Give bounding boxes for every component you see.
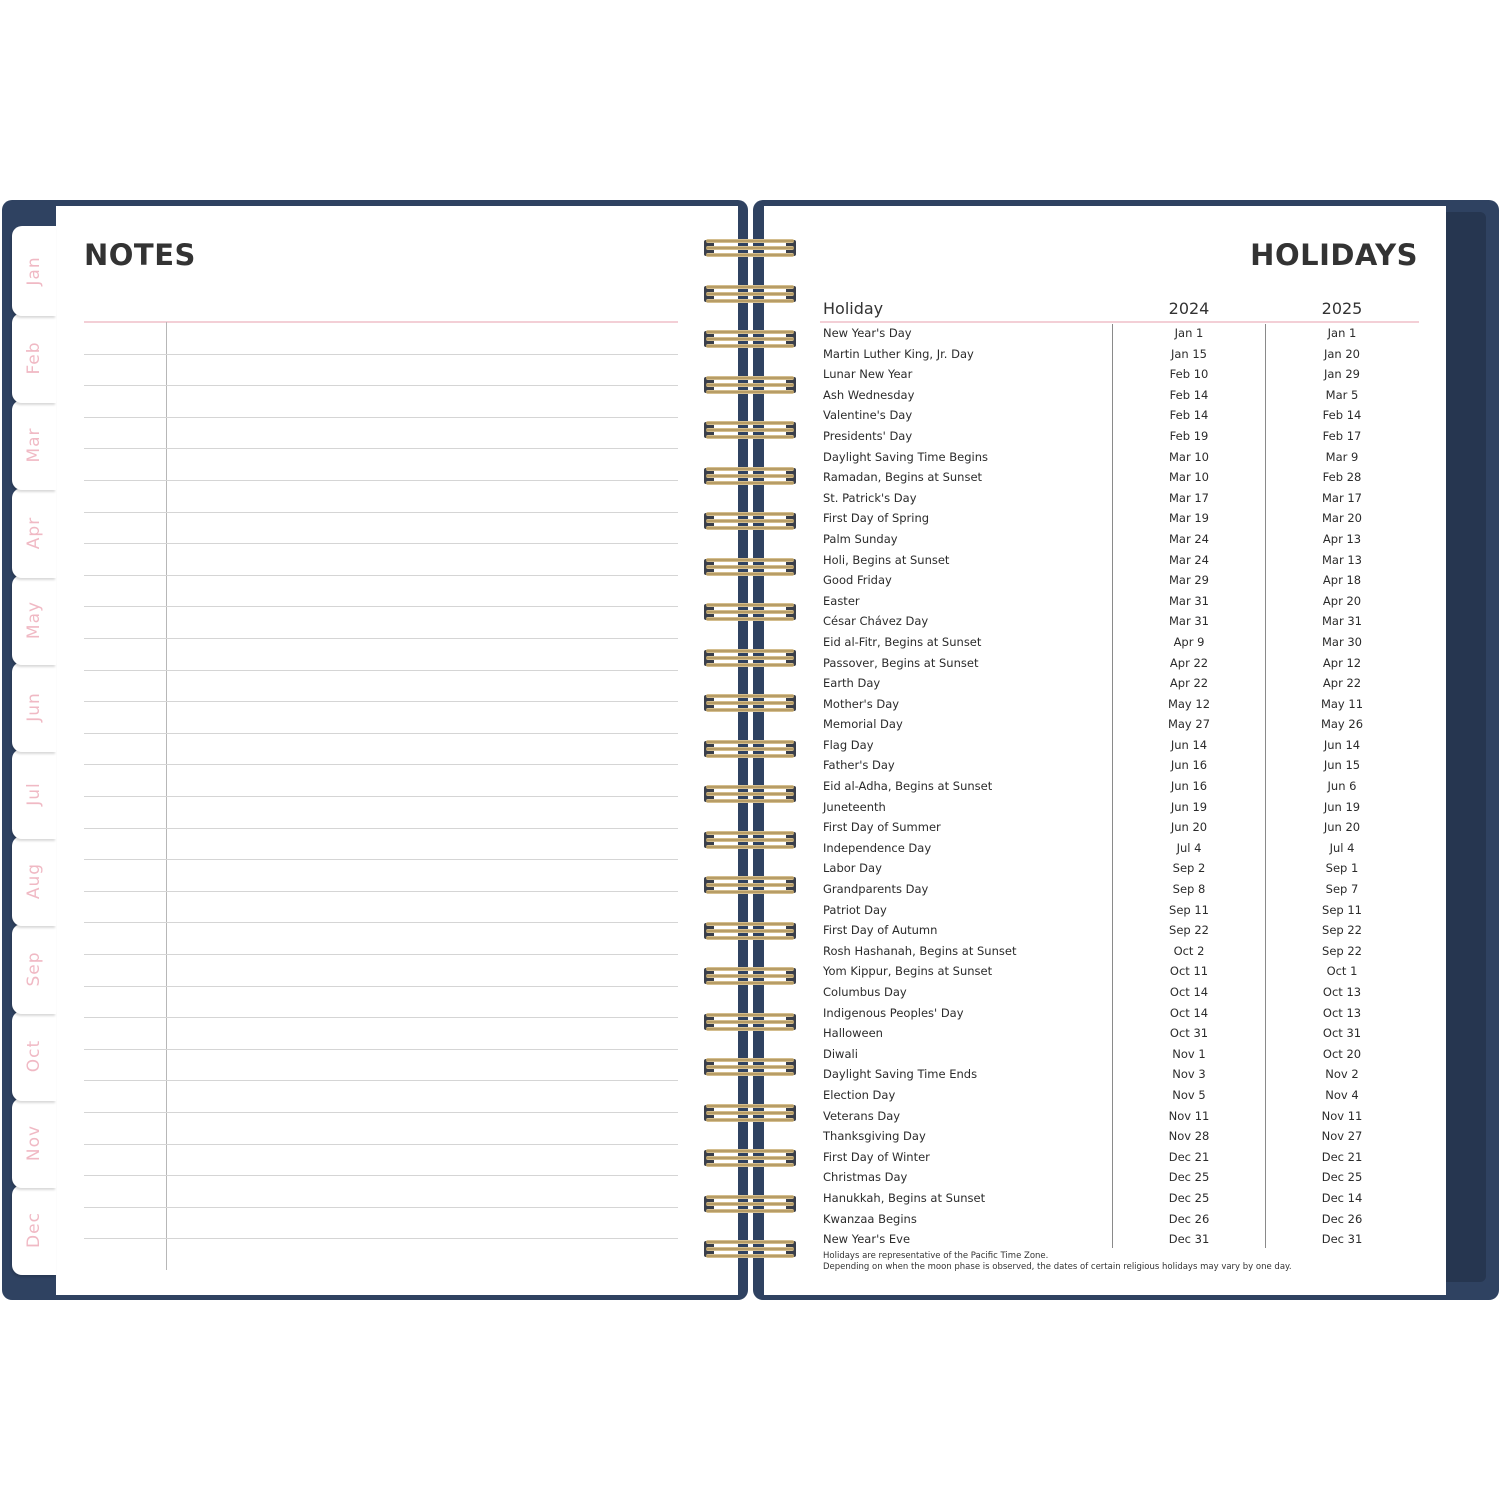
holiday-name: Hanukkah, Begins at Sunset <box>823 1190 986 1205</box>
holiday-row <box>823 983 1419 1004</box>
month-tab-label: Dec <box>24 1212 44 1249</box>
holiday-date-2024: Mar 31 <box>1169 614 1209 629</box>
month-tab-label: Feb <box>24 341 44 375</box>
holiday-row <box>823 324 1419 345</box>
holiday-row <box>823 571 1419 592</box>
month-tab-sep[interactable] <box>12 924 56 1014</box>
month-tab-jun[interactable] <box>12 662 56 752</box>
month-tab-label: Jul <box>24 782 44 806</box>
holiday-date-2024: Nov 3 <box>1172 1067 1206 1082</box>
holiday-date-2024: Feb 14 <box>1169 408 1209 423</box>
spiral-ring <box>702 737 798 761</box>
spiral-ring <box>702 1237 798 1261</box>
holiday-date-2024: Sep 2 <box>1172 861 1206 876</box>
holiday-name: Yom Kippur, Begins at Sunset <box>823 964 993 979</box>
holiday-row <box>823 1086 1419 1107</box>
holiday-row <box>823 633 1419 654</box>
holiday-date-2025: Apr 22 <box>1322 676 1362 691</box>
holiday-row <box>823 1045 1419 1066</box>
holiday-date-2025: Jul 4 <box>1329 840 1355 855</box>
holiday-name: Palm Sunday <box>823 531 898 546</box>
notes-rule-line <box>84 1207 678 1208</box>
holiday-date-2025: Sep 1 <box>1325 861 1359 876</box>
spiral-ring <box>702 873 798 897</box>
holiday-date-2024: Mar 31 <box>1169 593 1209 608</box>
month-tab-aug[interactable] <box>12 836 56 926</box>
holiday-row <box>823 1148 1419 1169</box>
notes-rule-line <box>84 670 678 671</box>
holiday-row <box>823 859 1419 880</box>
month-tab-apr[interactable] <box>12 488 56 578</box>
spiral-ring <box>702 691 798 715</box>
notes-rule-line <box>84 448 678 449</box>
holiday-row <box>823 736 1419 757</box>
holiday-date-2025: Dec 26 <box>1321 1211 1363 1226</box>
holiday-date-2024: Oct 14 <box>1169 985 1209 999</box>
holiday-row <box>823 612 1419 633</box>
holiday-date-2024: Apr 22 <box>1169 676 1209 691</box>
holiday-row <box>823 839 1419 860</box>
notes-rule-line <box>84 606 678 607</box>
holiday-name: Patriot Day <box>823 902 887 917</box>
holiday-row <box>823 551 1419 572</box>
month-tab-label: Jan <box>24 256 44 286</box>
month-tab-oct[interactable] <box>12 1011 56 1101</box>
holiday-name: Rosh Hashanah, Begins at Sunset <box>823 943 1017 958</box>
holiday-date-2024: Jun 20 <box>1170 820 1208 835</box>
holiday-date-2025: Nov 4 <box>1325 1087 1359 1102</box>
holiday-row <box>823 654 1419 675</box>
month-tab-nov[interactable] <box>12 1098 56 1188</box>
spiral-ring <box>702 1192 798 1216</box>
holiday-date-2025: Mar 30 <box>1322 634 1362 649</box>
holiday-name: Flag Day <box>823 737 874 752</box>
spiral-ring <box>702 1055 798 1079</box>
holiday-date-2024: Nov 11 <box>1168 1108 1210 1123</box>
notes-rule-line <box>84 1080 678 1081</box>
notes-rule-line <box>84 1112 678 1113</box>
spiral-binding <box>702 236 798 1276</box>
holiday-name: First Day of Autumn <box>823 923 938 938</box>
holiday-date-2025: Sep 22 <box>1322 943 1362 958</box>
holiday-date-2025: Jan 29 <box>1323 367 1361 382</box>
holiday-date-2024: Feb 10 <box>1169 367 1209 382</box>
notes-rule-line <box>84 922 678 923</box>
holiday-date-2025: Jun 19 <box>1323 799 1361 814</box>
holiday-row <box>823 345 1419 366</box>
spiral-ring <box>702 464 798 488</box>
holiday-name: Eid al-Adha, Begins at Sunset <box>823 779 993 794</box>
holiday-row <box>823 1004 1419 1025</box>
holidays-title: HOLIDAYS <box>1250 238 1418 272</box>
holiday-name: Lunar New Year <box>823 367 913 382</box>
holidays-footnote <box>823 1251 1292 1273</box>
holiday-date-2024: Mar 24 <box>1169 552 1209 567</box>
month-tab-label: Jun <box>24 692 44 722</box>
spiral-ring <box>702 646 798 670</box>
holiday-date-2025: Apr 20 <box>1322 593 1362 608</box>
spiral-ring <box>702 418 798 442</box>
holiday-name: First Day of Summer <box>823 820 941 835</box>
holiday-date-2025: Apr 18 <box>1322 573 1362 588</box>
holiday-row <box>823 386 1419 407</box>
holiday-row <box>823 468 1419 489</box>
holiday-row <box>823 592 1419 613</box>
notes-rule-line <box>84 733 678 734</box>
spiral-ring <box>702 1010 798 1034</box>
holiday-date-2025: Oct 31 <box>1322 1026 1362 1041</box>
column-header-2025: 2025 <box>1321 299 1363 318</box>
holiday-row <box>823 489 1419 510</box>
holiday-row <box>823 695 1419 716</box>
notes-rule-line <box>84 575 678 576</box>
notes-rule-line <box>84 512 678 513</box>
month-tab-label: Oct <box>24 1039 44 1072</box>
holiday-date-2024: May 27 <box>1167 717 1211 732</box>
page-edge-shadow <box>1446 212 1486 1282</box>
spiral-ring <box>702 1146 798 1170</box>
holiday-date-2024: Jan 1 <box>1174 326 1204 340</box>
notes-lined-area[interactable] <box>84 322 678 1270</box>
holiday-date-2024: Dec 31 <box>1168 1232 1210 1247</box>
notes-title: NOTES <box>84 238 196 272</box>
holiday-date-2024: Mar 24 <box>1169 531 1209 546</box>
holiday-date-2025: Jun 6 <box>1327 779 1357 794</box>
holiday-date-2024: Sep 11 <box>1169 902 1209 917</box>
holiday-name: Labor Day <box>823 861 882 876</box>
spiral-ring <box>702 964 798 988</box>
holiday-name: Independence Day <box>823 840 932 855</box>
holiday-date-2025: Jan 20 <box>1323 346 1361 361</box>
holiday-name: Good Friday <box>823 573 892 588</box>
notes-rule-line <box>84 1175 678 1176</box>
holiday-row <box>823 509 1419 530</box>
holiday-date-2024: Jul 4 <box>1176 840 1202 855</box>
holiday-date-2025: Oct 20 <box>1322 1046 1362 1061</box>
holiday-name: Ramadan, Begins at Sunset <box>823 470 983 485</box>
month-tab-label: Sep <box>24 951 44 987</box>
holiday-date-2024: May 12 <box>1167 696 1211 711</box>
column-header-holiday: Holiday <box>823 299 884 318</box>
holiday-date-2025: Mar 9 <box>1325 449 1359 464</box>
month-tabs <box>12 226 56 1272</box>
holiday-row <box>823 880 1419 901</box>
holiday-date-2025: Mar 13 <box>1322 552 1362 567</box>
holiday-row <box>823 1107 1419 1128</box>
notes-rule-line <box>84 701 678 702</box>
holiday-row <box>823 1210 1419 1231</box>
notes-rule-line <box>84 385 678 386</box>
holiday-name: Daylight Saving Time Begins <box>823 449 988 464</box>
holiday-name: Eid al-Fitr, Begins at Sunset <box>823 634 982 649</box>
holiday-row <box>823 674 1419 695</box>
spiral-ring <box>702 555 798 579</box>
month-tab-jul[interactable] <box>12 749 56 839</box>
spiral-ring <box>702 509 798 533</box>
holiday-row <box>823 777 1419 798</box>
holiday-date-2025: Nov 11 <box>1321 1108 1363 1123</box>
holiday-name: Christmas Day <box>823 1170 908 1185</box>
holiday-date-2024: Mar 19 <box>1169 511 1209 526</box>
notes-rule-line <box>84 1238 678 1239</box>
month-tab-label: May <box>24 600 44 639</box>
holiday-row <box>823 1127 1419 1148</box>
holiday-date-2024: Mar 10 <box>1169 470 1209 485</box>
holiday-date-2024: Nov 28 <box>1168 1129 1210 1144</box>
holiday-name: Easter <box>823 593 860 608</box>
holiday-name: First Day of Winter <box>823 1149 930 1164</box>
holiday-name: Grandparents Day <box>823 882 929 897</box>
holiday-row <box>823 798 1419 819</box>
holiday-date-2025: Nov 27 <box>1321 1129 1363 1144</box>
holiday-name: César Chávez Day <box>823 614 929 629</box>
holiday-date-2024: Dec 25 <box>1168 1170 1210 1185</box>
holiday-date-2025: Apr 13 <box>1322 531 1362 546</box>
notes-rule-line <box>84 954 678 955</box>
holiday-date-2024: Sep 22 <box>1169 923 1209 938</box>
holiday-name: Juneteenth <box>823 799 886 814</box>
month-tab-label: Mar <box>24 427 44 463</box>
holiday-date-2024: Oct 31 <box>1169 1026 1209 1041</box>
holiday-date-2024: Dec 21 <box>1168 1149 1210 1164</box>
notes-rule-line <box>84 859 678 860</box>
holiday-date-2025: Nov 2 <box>1325 1067 1359 1082</box>
holiday-name: First Day of Spring <box>823 511 930 526</box>
holiday-name: Presidents' Day <box>823 428 913 443</box>
holiday-date-2025: Jan 1 <box>1327 326 1357 340</box>
holiday-name: Thanksgiving Day <box>823 1129 926 1144</box>
holiday-name: Passover, Begins at Sunset <box>823 655 979 670</box>
footnote-line: Depending on when the moon phase is observed, the dates of certain religious holidays may vary by one day. <box>823 1262 1292 1272</box>
column-header-2024: 2024 <box>1168 299 1210 318</box>
month-tab-may[interactable] <box>12 575 56 665</box>
holiday-date-2025: Apr 12 <box>1322 655 1362 670</box>
holiday-row <box>823 942 1419 963</box>
notes-rule-line <box>84 986 678 987</box>
holiday-name: Daylight Saving Time Ends <box>823 1067 978 1082</box>
holiday-date-2024: Dec 26 <box>1168 1211 1210 1226</box>
holiday-row <box>823 406 1419 427</box>
holiday-date-2024: Nov 5 <box>1172 1087 1206 1102</box>
notes-rule-line <box>84 1017 678 1018</box>
holiday-date-2024: Apr 22 <box>1169 655 1209 670</box>
holiday-name: Kwanzaa Begins <box>823 1211 917 1226</box>
holiday-date-2025: Feb 14 <box>1322 408 1362 423</box>
holiday-date-2024: Nov 1 <box>1172 1046 1206 1061</box>
notes-rule-line <box>84 796 678 797</box>
spiral-ring <box>702 1101 798 1125</box>
holiday-date-2025: Mar 17 <box>1322 490 1362 505</box>
notes-rule-line <box>84 1049 678 1050</box>
holiday-date-2024: Oct 2 <box>1173 943 1205 958</box>
holiday-date-2025: May 26 <box>1320 717 1364 732</box>
holiday-date-2024: Feb 14 <box>1169 387 1209 402</box>
notes-rule-line <box>84 891 678 892</box>
holidays-header-rule <box>820 321 1419 323</box>
month-tab-label: Apr <box>24 516 44 549</box>
footnote-line: Holidays are representative of the Pacific Time Zone. <box>823 1251 1049 1261</box>
holiday-name: Valentine's Day <box>823 408 913 423</box>
holiday-row <box>823 1230 1419 1251</box>
holiday-row <box>823 1168 1419 1189</box>
holiday-name: Election Day <box>823 1087 896 1102</box>
holiday-date-2025: Dec 25 <box>1321 1170 1363 1185</box>
holiday-date-2025: Oct 13 <box>1322 1005 1362 1020</box>
holiday-name: Memorial Day <box>823 717 903 732</box>
holiday-name: Mother's Day <box>823 696 900 711</box>
notes-rule-line <box>84 417 678 418</box>
holiday-date-2025: May 11 <box>1320 696 1364 711</box>
holiday-row <box>823 715 1419 736</box>
holiday-date-2025: Mar 5 <box>1325 387 1359 402</box>
holiday-date-2025: Sep 22 <box>1322 923 1362 938</box>
month-tab-feb[interactable] <box>12 313 56 403</box>
holiday-name: Indigenous Peoples' Day <box>823 1005 964 1020</box>
holiday-name: Martin Luther King, Jr. Day <box>823 346 974 361</box>
holiday-date-2024: Oct 11 <box>1169 964 1209 979</box>
holiday-date-2024: Oct 14 <box>1169 1005 1209 1020</box>
notes-rule-line <box>84 354 678 355</box>
spiral-ring <box>702 919 798 943</box>
holiday-date-2025: Sep 11 <box>1322 902 1362 917</box>
holiday-row <box>823 365 1419 386</box>
spiral-ring <box>702 236 798 260</box>
holiday-date-2024: Sep 8 <box>1172 882 1206 897</box>
notes-rule-line <box>84 543 678 544</box>
holiday-date-2025: Dec 14 <box>1321 1190 1363 1205</box>
holiday-date-2024: Feb 19 <box>1169 428 1209 443</box>
holiday-name: Earth Day <box>823 676 881 691</box>
holiday-row <box>823 448 1419 469</box>
holiday-row <box>823 1024 1419 1045</box>
holiday-name: Columbus Day <box>823 985 907 999</box>
spiral-ring <box>702 327 798 351</box>
holiday-name: Father's Day <box>823 758 895 773</box>
holiday-name: New Year's Eve <box>823 1232 911 1247</box>
spiral-ring <box>702 782 798 806</box>
holiday-date-2024: Mar 29 <box>1169 573 1209 588</box>
spiral-ring <box>702 282 798 306</box>
holiday-row <box>823 756 1419 777</box>
holiday-name: St. Patrick's Day <box>823 490 917 505</box>
month-tab-label: Nov <box>24 1124 44 1162</box>
holiday-date-2025: Jun 20 <box>1323 820 1361 835</box>
holiday-date-2025: Mar 31 <box>1322 614 1362 629</box>
holiday-date-2024: Jun 19 <box>1170 799 1208 814</box>
holiday-date-2024: Jan 15 <box>1170 346 1208 361</box>
month-tab-label: Aug <box>24 863 44 900</box>
holiday-row <box>823 962 1419 983</box>
holiday-date-2025: Oct 13 <box>1322 985 1362 999</box>
holiday-row <box>823 1065 1419 1086</box>
month-tab-mar[interactable] <box>12 400 56 490</box>
holiday-date-2024: Jun 14 <box>1170 737 1208 752</box>
holiday-date-2024: Mar 10 <box>1169 449 1209 464</box>
holiday-row <box>823 901 1419 922</box>
holiday-date-2025: Mar 20 <box>1322 511 1362 526</box>
holiday-date-2025: Oct 1 <box>1326 964 1358 979</box>
holiday-date-2025: Sep 7 <box>1325 882 1359 897</box>
holiday-date-2025: Jun 14 <box>1323 737 1361 752</box>
holiday-date-2024: Jun 16 <box>1170 758 1208 773</box>
spiral-ring <box>702 600 798 624</box>
notes-rule-line <box>84 480 678 481</box>
holiday-row <box>823 530 1419 551</box>
holiday-date-2025: Dec 31 <box>1321 1232 1363 1247</box>
holiday-date-2025: Feb 28 <box>1322 470 1362 485</box>
spiral-ring <box>702 373 798 397</box>
holiday-date-2024: Apr 9 <box>1173 634 1205 649</box>
month-tab-jan[interactable] <box>12 226 56 316</box>
holidays-table <box>823 324 1419 1251</box>
holiday-date-2025: Dec 21 <box>1321 1149 1363 1164</box>
notes-rule-line <box>84 638 678 639</box>
notes-rule-line <box>84 828 678 829</box>
month-tab-dec[interactable] <box>12 1185 56 1275</box>
holiday-name: Ash Wednesday <box>823 387 915 402</box>
holiday-row <box>823 921 1419 942</box>
spiral-ring <box>702 828 798 852</box>
notes-rule-line <box>84 1144 678 1145</box>
holiday-row <box>823 818 1419 839</box>
holiday-date-2025: Jun 15 <box>1323 758 1361 773</box>
holiday-row <box>823 427 1419 448</box>
holiday-date-2024: Mar 17 <box>1169 490 1209 505</box>
holiday-date-2025: Feb 17 <box>1322 428 1362 443</box>
holiday-name: Holi, Begins at Sunset <box>823 552 950 567</box>
notes-rule-line <box>84 764 678 765</box>
holiday-row <box>823 1189 1419 1210</box>
holiday-name: Veterans Day <box>823 1108 901 1123</box>
holiday-name: New Year's Day <box>823 326 912 340</box>
holiday-name: Halloween <box>823 1026 883 1041</box>
holiday-date-2024: Jun 16 <box>1170 779 1208 794</box>
holiday-name: Diwali <box>823 1046 858 1061</box>
holiday-date-2024: Dec 25 <box>1168 1190 1210 1205</box>
